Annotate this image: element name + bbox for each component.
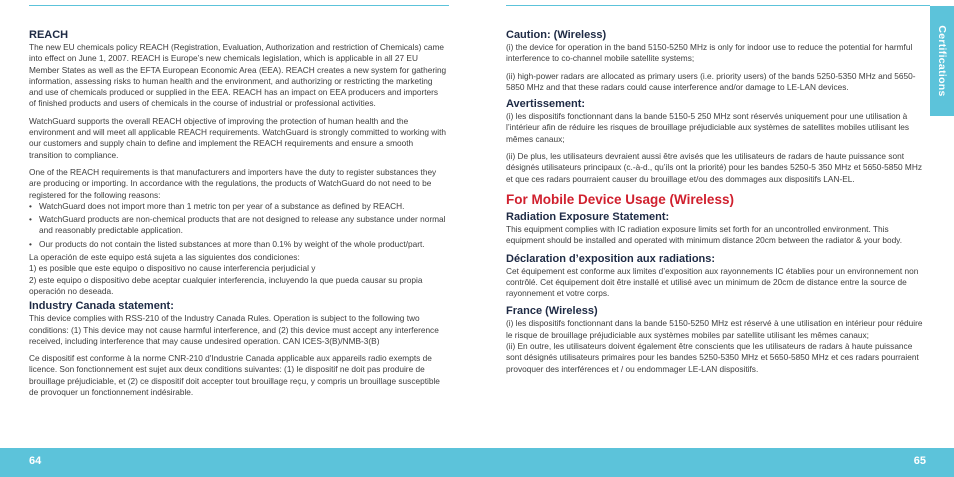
- reach-paragraph-1: The new EU chemicals policy REACH (Registration, Evaluation, Authorization and restriction of Chemicals) came into effect on June 1, 2007. REACH is Europe’s new chemicals legislation, which is applicable in all 27 EU Member States as well as the EFTA European Economic Area (EEA). REACH creates a new system for gathering information, assessing risks to human health and the environment, and authorizing or restricting the marketing and use of chemicals produced or supplied in the EEA. REACH has an impact on EEA producers and importers of finished products and users of chemicals in the course of industrial or professional activities.: [29, 42, 447, 109]
- caution-paragraph-1: (i) the device for operation in the band 5150-5250 MHz is only for indoor use to reduce the potential for harmful interference to co-channel mobile satellite systems;: [506, 42, 913, 64]
- france-paragraph-2: (ii) En outre, les utilisateurs doivent également être conscients que les utilisateurs de radars à haute puissance sont désignés utilisateurs primaires pour les bandes 5250-5350 MHz et 5650-5850 MHz et ces radars pourraient provoquer des interférences et / ou endommager LE-LAN dispositifs.: [506, 341, 919, 374]
- industry-canada-paragraph-en: This device complies with RSS-210 of the Industry Canada Rules. Operation is subject to the following two conditions: (1) This device may not cause harmful interference, and (2) this device must accept any interference received, including interference that may cause undesired operation. CAN ICES-3(B)/NMB-3(B): [29, 313, 439, 346]
- caution-paragraph-2: (ii) high-power radars are allocated as primary users (i.e. priority users) of the bands 5250-5350 MHz and 5650-5850 MHz and that these radars could cause interference and/or damage to LE-LAN devices.: [506, 70, 916, 92]
- radiation-paragraph: This equipment complies with IC radiation exposure limits set forth for an uncontrolled environment. This equipment should be installed and operated with minimum distance 20cm between the radiator & your body.: [506, 223, 903, 246]
- list-item: • Our products do not contain the listed substances at more than 0.1% by weight of the whole product/part.: [39, 239, 447, 250]
- declaration-heading: Déclaration d’exposition aux radiations:: [506, 252, 716, 265]
- left-page-column: [29, 29, 447, 398]
- section-tab-certifications[interactable]: [930, 6, 954, 116]
- reach-bullet-list: [29, 201, 447, 250]
- top-rule-right: [506, 5, 930, 6]
- right-page-column: [506, 29, 924, 375]
- radiation-heading: Radiation Exposure Statement:: [506, 210, 670, 223]
- france-heading: France (Wireless): [506, 305, 598, 318]
- industry-canada-paragraph-fr: Ce dispositif est conforme à la norme CNR-210 d'Industrie Canada applicable aux appareils radio exempts de licence. Son fonctionnement est sujet aux deux conditions suivantes: (1) le dispositif ne doit pas produire de brouillage préjudiciable, et (2) ce dispositif doit accepter tout brouillage reçu, y compris un brouillage susceptible de provoquer un fonctionnement indésirable.: [29, 353, 440, 398]
- avertissement-paragraph-2: (ii) De plus, les utilisateurs devraient aussi être avisés que les utilisateurs de radars de haute puissance sont désignés utilisateurs principaux (c.-à-d., qu’ils ont la priorité) pour les bandes 5250-5 350 MHz et 5650-5850 MHz et que ces radars pourraient causer du brouillage et/ou des dommages aux dispositifs LAN-EL.: [506, 151, 922, 184]
- caution-heading: Caution: (Wireless): [506, 29, 607, 41]
- mobile-usage-heading: For Mobile Device Usage (Wireless): [506, 191, 734, 207]
- avertissement-paragraph-1: (i) les dispositifs fonctionnant dans la bande 5150-5 250 MHz sont réservés uniquement pour une utilisation à l’intérieur afin de réduire les risques de brouillage préjudiciable aux systèmes de satellites mobiles utilisant les mêmes canaux;: [506, 111, 910, 144]
- section-tab-label: Certifications: [936, 25, 948, 97]
- list-item: • WatchGuard products are non-chemical products that are not designed to release any substance under normal and reasonably predictable application.: [39, 214, 447, 237]
- top-rule-left: [29, 5, 449, 6]
- declaration-paragraph: Cet équipement est conforme aux limites d’exposition aux rayonnements IC établies pour un environnement non contrôlé. Cet équipement doit être installé et utilisé avec un minimum de 20cm de distance entre la source de rayonnement et votre corps.: [506, 265, 919, 299]
- spanish-conditions: La operación de este equipo está sujeta a las siguientes dos condiciones: 1) es posible que este equipo o dispositivo no cause interferencia perjudicial y 2) este equipo o dispositivo debe aceptar cualquier interferencia, incluyendo la que pueda causar su propia operación no deseada.: [29, 252, 423, 296]
- france-paragraph-1: (i) les dispositifs fonctionnant dans la bande 5150-5250 MHz est réservé à une utilisation en intérieur pour réduire le risque de brouillage préjudiciable aux systèmes mobiles par satellite utilisant les mêmes canaux;: [506, 318, 923, 340]
- reach-paragraph-3: One of the REACH requirements is that manufacturers and importers have the duty to register substances they are producing or importing. In accordance with the regulations, the products of WatchGuard do not need to be registered for the following reasons:: [29, 166, 437, 200]
- industry-canada-heading: Industry Canada statement:: [29, 300, 174, 313]
- page-number-left: 64: [29, 455, 42, 467]
- avertissement-heading: Avertissement:: [506, 98, 586, 111]
- reach-heading: REACH: [29, 29, 69, 41]
- footer-bar: [0, 448, 954, 477]
- list-item: • WatchGuard does not import more than 1 metric ton per year of a substance as defined by REACH.: [39, 201, 447, 212]
- page-number-right: 65: [913, 455, 926, 467]
- reach-paragraph-2: WatchGuard supports the overall REACH objective of improving the protection of human health and the environment and will meet all applicable REACH requirements. WatchGuard is strongly committed to working with our customers and supply chain to define and implement the REACH requirements and ensure a smooth transition to compliance.: [29, 115, 447, 160]
